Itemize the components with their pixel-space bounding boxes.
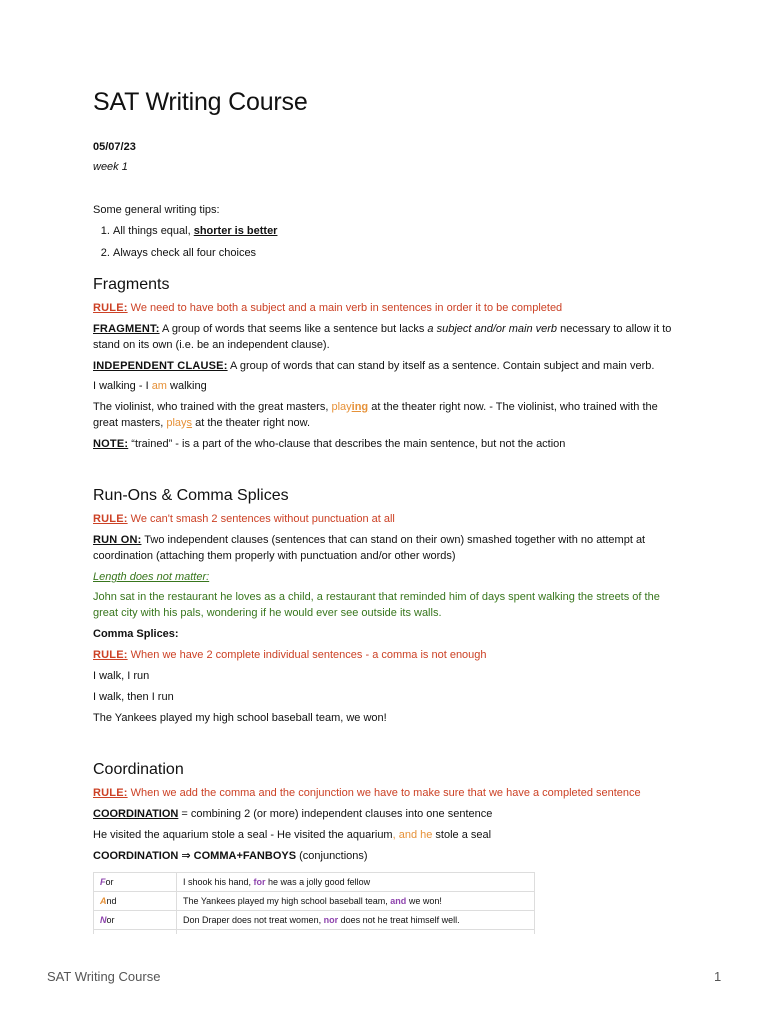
coordination-rule: RULE: When we add the comma and the conjunction we have to make sure that we have a completed sentence — [93, 787, 641, 799]
intro-text: Some general writing tips: — [93, 204, 220, 216]
section-heading-fragments: Fragments — [93, 276, 170, 293]
table-cell: I shook his hand, for he was a jolly good fellow — [177, 873, 535, 892]
fragment-definition: FRAGMENT: A group of words that seems like a sentence but lacks a subject and/or main verb necessary to allow it to stand on its own (i.e. be an independent clause). — [93, 323, 672, 351]
footer-page-number: 1 — [714, 969, 722, 984]
tips-list — [93, 220, 703, 264]
note-text: NOTE: “trained” - is a part of the who-clause that describes the main sentence, but not the action — [93, 438, 566, 450]
tip-emphasis: shorter is better — [193, 225, 278, 237]
coordination-definition: COORDINATION = combining 2 (or more) independent clauses into one sentence — [93, 808, 493, 820]
example-line: I walk, then I run — [93, 691, 174, 703]
table-row — [94, 911, 535, 930]
fragments-rule: RULE: We need to have both a subject and a main verb in sentences in order it to be completed — [93, 302, 563, 314]
comma-splices-heading: Comma Splices: — [93, 628, 179, 640]
walking-example: I walking - I am walking — [93, 380, 207, 392]
table-cell: And — [94, 892, 177, 911]
coordination-formula: COORDINATION ⇒ COMMA+FANBOYS (conjunctions) — [93, 850, 368, 862]
section-heading-runons: Run-Ons & Comma Splices — [93, 487, 289, 504]
document-week: week 1 — [93, 161, 128, 173]
document-title: SAT Writing Course — [93, 88, 308, 116]
rule-label: RULE: — [93, 649, 128, 661]
fragment-label: FRAGMENT: — [93, 323, 160, 335]
runons-rule: RULE: We can't smash 2 sentences without punctuation at all — [93, 513, 395, 525]
violinist-example: The violinist, who trained with the great masters, playing at the theater right now. - The violinist, who trained with the great masters, plays at the theater right now. — [93, 401, 658, 429]
tip-item: 2. Always check all four choices — [113, 242, 703, 264]
table-cell: For — [94, 873, 177, 892]
table-cell — [94, 930, 177, 935]
table-cell — [177, 930, 535, 935]
independent-clause-definition: INDEPENDENT CLAUSE: A group of words that can stand by itself as a sentence. Contain subject and main verb. — [93, 360, 655, 372]
table-cell: Don Draper does not treat women, nor does not he treat himself well. — [177, 911, 535, 930]
length-note: Length does not matter: — [93, 571, 210, 583]
aquarium-example: He visited the aquarium stole a seal - He visited the aquarium, and he stole a seal — [93, 829, 492, 841]
rule-label: RULE: — [93, 302, 128, 314]
table-row — [94, 873, 535, 892]
john-example: John sat in the restaurant he loves as a child, a restaurant that reminded him of days spent walking the streets of the great city with his pals, wondering if he would ever see outside its walls. — [93, 591, 660, 619]
independent-clause-label: INDEPENDENT CLAUSE: — [93, 360, 228, 372]
comma-splices-rule: RULE: When we have 2 complete individual sentences - a comma is not enough — [93, 649, 487, 661]
document-date: 05/07/23 — [93, 141, 136, 153]
table-row — [94, 930, 535, 935]
fanboys-table — [93, 872, 535, 934]
table-cell: Nor — [94, 911, 177, 930]
runon-label: RUN ON: — [93, 534, 142, 546]
note-label: NOTE: — [93, 438, 129, 450]
table-row — [94, 892, 535, 911]
section-heading-coordination: Coordination — [93, 761, 184, 778]
tip-item: 1. All things equal, shorter is better — [113, 220, 703, 242]
example-line: I walk, I run — [93, 670, 150, 682]
rule-label: RULE: — [93, 513, 128, 525]
footer-title: SAT Writing Course — [47, 969, 161, 984]
runon-definition: RUN ON: Two independent clauses (sentences that can stand on their own) smashed together with no attempt at coordination (attaching them properly with punctuation and/or other words) — [93, 534, 646, 562]
rule-label: RULE: — [93, 787, 128, 799]
table-cell: The Yankees played my high school baseball team, and we won! — [177, 892, 535, 911]
example-line: The Yankees played my high school baseball team, we won! — [93, 712, 387, 724]
